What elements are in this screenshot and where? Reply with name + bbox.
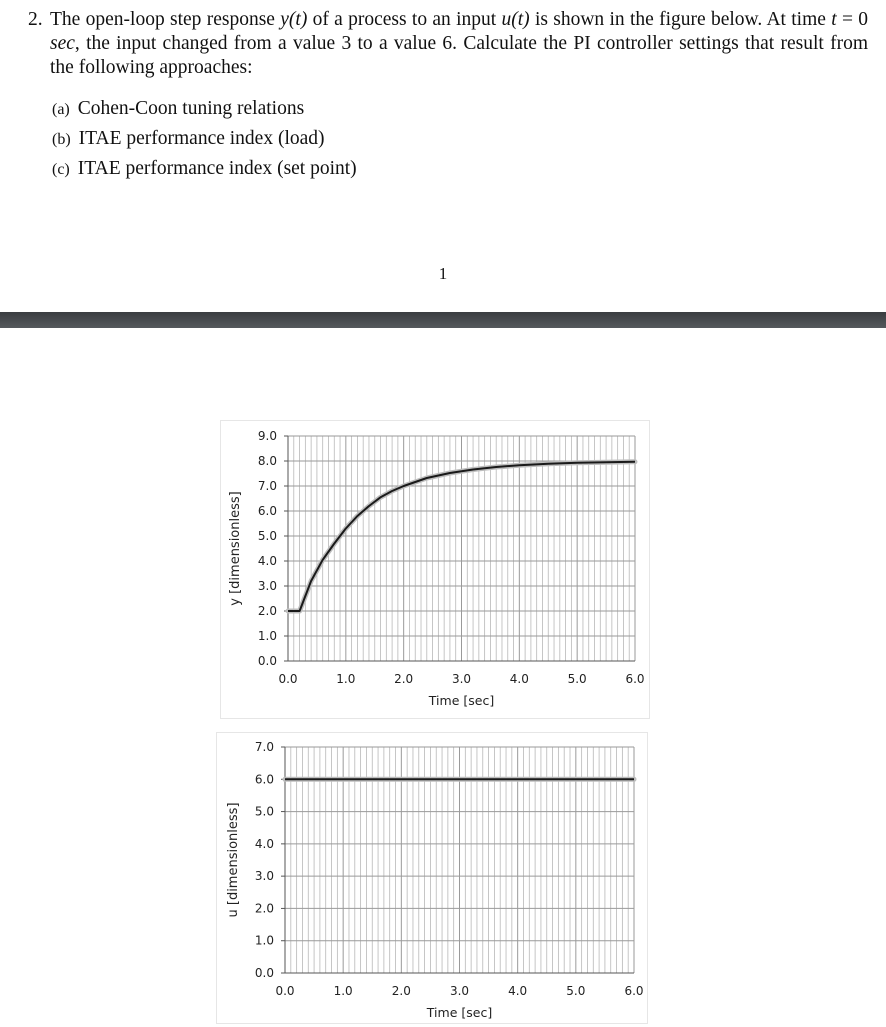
y-tick-label: 2.0: [257, 604, 277, 618]
problem-number: 2.: [28, 9, 43, 30]
x-tick-label: 1.0: [333, 984, 353, 998]
math-y-of-t: y(t): [280, 9, 308, 30]
y-tick-label: 0.0: [254, 966, 274, 980]
page-divider: [0, 312, 886, 328]
x-tick-label: 0.0: [278, 672, 298, 686]
x-axis-label: Time [sec]: [428, 693, 495, 708]
math-u-of-t: u(t): [501, 9, 530, 30]
x-tick-label: 3.0: [449, 984, 470, 998]
y-tick-label: 9.0: [257, 429, 277, 443]
sub-question-label: (b): [52, 131, 71, 148]
sub-question-text: Cohen-Coon tuning relations: [77, 98, 305, 119]
y-tick-label: 7.0: [254, 740, 274, 754]
y-tick-label: 4.0: [254, 836, 274, 851]
y-tick-label: 6.0: [254, 772, 274, 787]
sub-question-label: (c): [52, 161, 70, 178]
y-tick-label: 1.0: [257, 629, 277, 643]
problem-statement: [28, 8, 868, 80]
y-tick-label: 0.0: [257, 654, 277, 668]
x-tick-label: 0.0: [275, 984, 295, 998]
y-axis-label: u [dimensionless]: [226, 802, 241, 918]
text-segment: is shown in the figure below. At time: [529, 9, 832, 30]
page-number: 1: [438, 264, 448, 283]
text-segment: , the input changed from a value 3 to a value 6. Calculate the PI controller settings that result from the following approaches:: [50, 33, 868, 78]
sub-question-text: ITAE performance index (load): [78, 128, 325, 149]
x-tick-label: 5.0: [566, 984, 586, 998]
problem-text: [50, 8, 868, 80]
y-tick-label: 7.0: [257, 479, 277, 493]
y-axis-label: y [dimensionless]: [228, 491, 243, 606]
sub-questions: [52, 94, 357, 184]
text-segment: of a process to an input: [307, 9, 502, 30]
y-tick-label: 8.0: [257, 454, 277, 468]
y-chart-frame: [220, 420, 650, 719]
y-tick-label: 1.0: [254, 933, 274, 948]
document-page: [0, 0, 886, 312]
u-input-chart: [217, 733, 647, 1023]
sub-question-b: [52, 124, 357, 154]
x-tick-label: 3.0: [451, 672, 472, 686]
x-tick-label: 4.0: [509, 672, 529, 686]
x-tick-label: 2.0: [394, 672, 414, 686]
x-tick-label: 6.0: [624, 984, 644, 998]
y-tick-label: 4.0: [257, 554, 277, 568]
u-chart-frame: [216, 732, 648, 1024]
y-tick-label: 6.0: [257, 504, 277, 518]
x-tick-label: 6.0: [625, 672, 645, 686]
y-tick-label: 5.0: [254, 804, 274, 819]
x-tick-label: 4.0: [508, 984, 528, 998]
math-sec: sec: [50, 33, 75, 54]
x-tick-label: 5.0: [567, 672, 587, 686]
y-tick-label: 3.0: [254, 869, 274, 884]
math-t: t: [831, 9, 837, 30]
y-tick-label: 5.0: [257, 529, 277, 543]
x-tick-label: 2.0: [391, 984, 411, 998]
text-segment: The open-loop step response: [50, 9, 281, 30]
text-segment: = 0: [836, 9, 868, 30]
sub-question-text: ITAE performance index (set point): [77, 158, 357, 179]
x-axis-label: Time [sec]: [426, 1005, 493, 1020]
x-tick-label: 1.0: [336, 672, 356, 686]
y-tick-label: 3.0: [257, 579, 277, 593]
y-tick-label: 2.0: [254, 901, 274, 916]
sub-question-label: (a): [52, 101, 70, 118]
y-response-chart: [221, 421, 649, 718]
sub-question-a: [52, 94, 357, 124]
sub-question-c: [52, 154, 357, 184]
